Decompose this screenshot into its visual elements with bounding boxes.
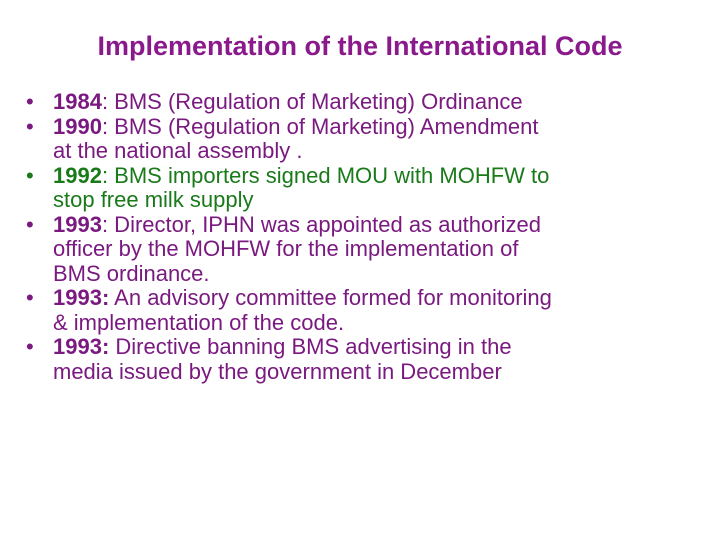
- bullet-year: 1984: [53, 89, 102, 114]
- bullet-dot-icon: •: [26, 162, 34, 188]
- bullet-dot-icon: •: [26, 211, 34, 237]
- bullet-text: : BMS (Regulation of Marketing) Ordinance: [101, 89, 523, 114]
- bullet-item: [26, 286, 706, 335]
- bullet-line: officer by the MOHFW for the implementation of: [53, 236, 519, 261]
- bullet-dot-icon: •: [26, 113, 34, 139]
- bullet-line: & implementation of the code.: [53, 309, 345, 335]
- bullet-year: 1992: [53, 162, 102, 188]
- bullet-year: 1993: [53, 211, 102, 237]
- bullet-line: [53, 115, 706, 140]
- bullet-text: : BMS importers signed MOU with MOHFW to: [101, 162, 550, 188]
- bullet-line: [53, 335, 706, 360]
- bullet-item: [26, 335, 706, 384]
- bullet-text: Directive banning BMS advertising in the: [109, 334, 512, 359]
- bullet-year: 1993:: [53, 334, 110, 359]
- bullet-line: [53, 164, 706, 189]
- bullet-item: [26, 90, 706, 115]
- bullet-text: : BMS (Regulation of Marketing) Amendment: [101, 113, 539, 139]
- bullet-dot-icon: •: [26, 334, 34, 359]
- bullet-year: 1990: [53, 113, 102, 139]
- bullet-dot-icon: •: [26, 89, 34, 114]
- bullet-item: [26, 164, 706, 213]
- bullet-item: [26, 115, 706, 164]
- bullet-text: : Director, IPHN was appointed as authorized: [101, 211, 541, 237]
- bullet-item: [26, 213, 706, 287]
- bullet-dot-icon: •: [26, 285, 34, 310]
- bullet-line: [53, 286, 706, 311]
- bullet-text: An advisory committee formed for monitoring: [109, 285, 552, 310]
- bullet-line: [53, 90, 706, 115]
- bullet-line: media issued by the government in December: [53, 358, 502, 384]
- bullet-line: BMS ordinance.: [53, 260, 210, 286]
- bullet-line: at the national assembly .: [53, 138, 303, 163]
- slide-title: Implementation of the International Code: [97, 31, 623, 61]
- bullet-line: [53, 213, 706, 238]
- bullet-year: 1993:: [53, 285, 110, 310]
- bullet-line: stop free milk supply: [53, 187, 254, 212]
- bullet-list: [26, 90, 706, 384]
